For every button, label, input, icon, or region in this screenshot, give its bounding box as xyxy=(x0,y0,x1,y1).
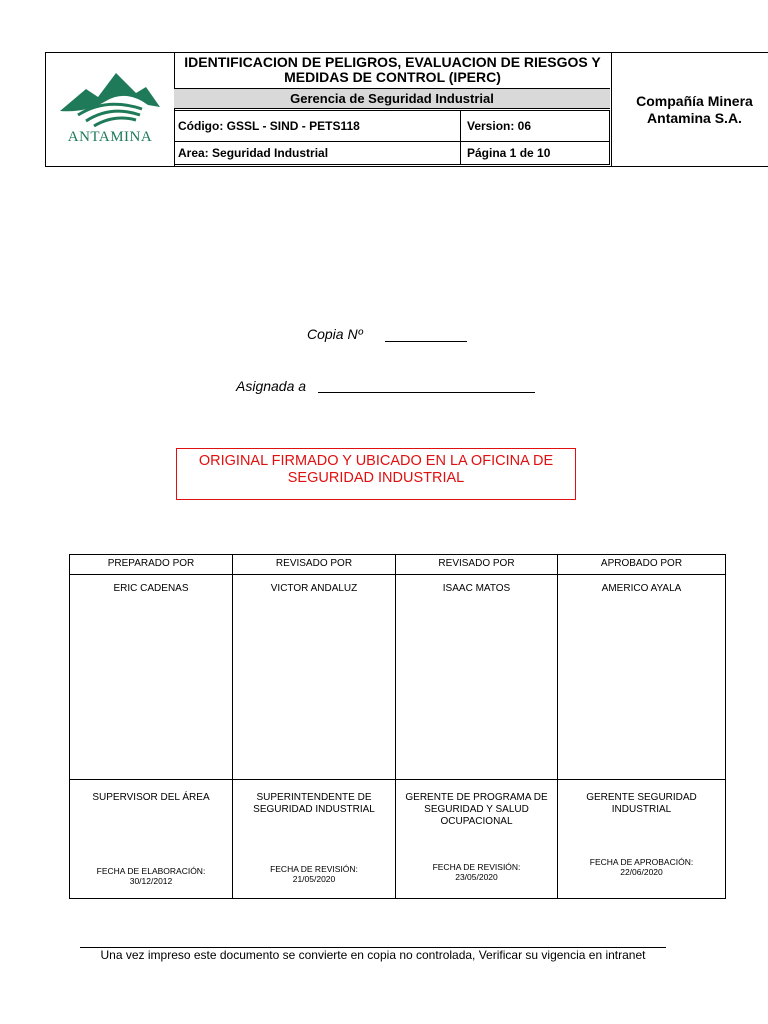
signature-column-prepared xyxy=(70,555,233,898)
copy-number-blank xyxy=(385,341,467,342)
original-notice xyxy=(176,448,576,500)
document-header xyxy=(45,52,768,167)
signature-table xyxy=(69,554,726,899)
original-notice-text: ORIGINAL FIRMADO Y UBICADO EN LA OFICINA DE SEGURIDAD INDUSTRIAL xyxy=(198,453,554,486)
code-row xyxy=(174,110,610,142)
signer-role: SUPERVISOR DEL ÁREA xyxy=(70,779,232,898)
signer-role: GERENTE DE PROGRAMA DE SEGURIDAD Y SALUD OCUPACIONAL xyxy=(396,779,557,898)
signer-role: GERENTE SEGURIDAD INDUSTRIAL xyxy=(558,779,725,898)
signer-name: ISAAC MATOS xyxy=(442,583,511,594)
signature-column-reviewed-2 xyxy=(396,555,558,898)
column-header: REVISADO POR xyxy=(233,555,395,575)
company-logo xyxy=(46,53,175,166)
date-label: FECHA DE APROBACIÓN: xyxy=(589,857,694,867)
assigned-to-blank xyxy=(318,392,535,393)
column-header: REVISADO POR xyxy=(396,555,557,575)
document-area: Area: Seguridad Industrial xyxy=(174,142,461,164)
date-value: 23/05/2020 xyxy=(455,872,498,882)
company-name xyxy=(611,53,768,166)
signature-column-reviewed-1 xyxy=(233,555,396,898)
logo-text: ANTAMINA xyxy=(67,129,153,145)
date-value: 22/06/2020 xyxy=(620,867,663,877)
company-name-text: Compañía Minera Antamina S.A. xyxy=(636,92,753,126)
page-number: Página 1 de 10 xyxy=(461,142,610,164)
antamina-logo-icon xyxy=(56,69,164,151)
date-label: FECHA DE REVISIÓN: xyxy=(270,864,358,874)
document-code: Código: GSSL - SIND - PETS118 xyxy=(174,111,461,141)
column-header: PREPARADO POR xyxy=(70,555,232,575)
column-header: APROBADO POR xyxy=(558,555,725,575)
signer-role: SUPERINTENDENTE DE SEGURIDAD INDUSTRIAL xyxy=(233,779,395,898)
copy-number-label: Copia Nº xyxy=(307,326,363,342)
footer-note: Una vez impreso este documento se convierte en copia no controlada, Verificar su vigencia en intranet xyxy=(100,948,646,962)
header-center xyxy=(174,53,611,166)
assigned-to-label: Asignada a xyxy=(236,378,307,394)
management-subtitle: Gerencia de Seguridad Industrial xyxy=(174,88,610,109)
document-version: Version: 06 xyxy=(461,111,610,141)
signer-name: ERIC CADENAS xyxy=(113,583,189,594)
document-title: IDENTIFICACION DE PELIGROS, EVALUACION DE RIESGOS Y MEDIDAS DE CONTROL (IPERC) xyxy=(184,54,601,85)
signer-name: VICTOR ANDALUZ xyxy=(270,583,358,594)
signature-column-approved xyxy=(558,555,725,898)
area-row xyxy=(174,142,610,165)
date-label: FECHA DE REVISIÓN: xyxy=(432,862,521,872)
date-label: FECHA DE ELABORACIÓN: xyxy=(96,866,206,876)
signer-name: AMERICO AYALA xyxy=(601,583,682,594)
date-value: 30/12/2012 xyxy=(129,876,173,886)
date-value: 21/05/2020 xyxy=(292,874,336,884)
